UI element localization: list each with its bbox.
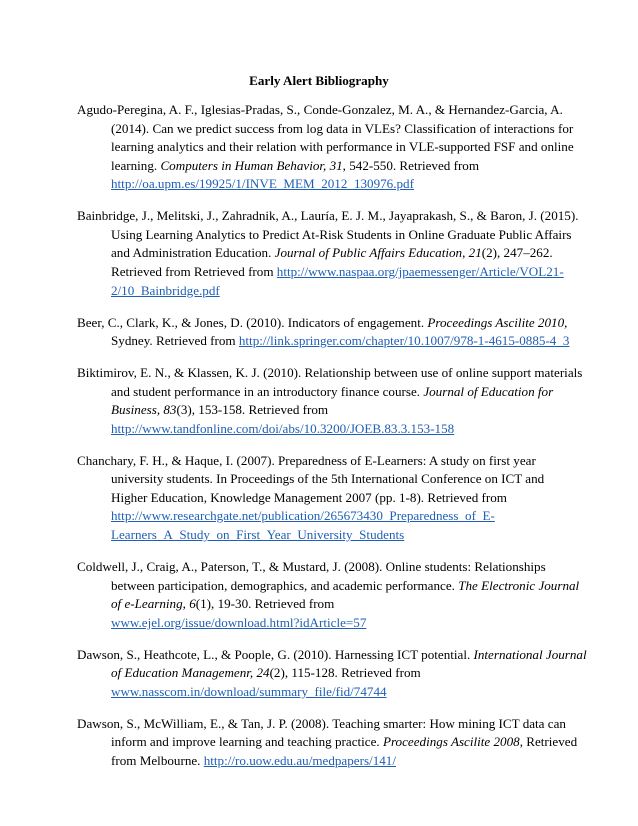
entry-line: [77, 282, 573, 301]
entry-line: [77, 207, 579, 226]
entry-text: Agudo-Peregina, A. F., Iglesias-Pradas, S., Conde-Gonzalez, M. A., & Hernandez-Garcia, A.: [77, 102, 563, 117]
italic-text: of Education Managemenr, 24: [111, 665, 270, 681]
entry-text: Using Learning Analytics to Predict At-Risk Students in Online Graduate Public Affairs: [111, 226, 572, 242]
entry-line: [77, 577, 580, 596]
entry-line: [77, 715, 573, 734]
entry-text: inform and improve learning and teaching practice.: [111, 734, 383, 750]
entry-text: learning.: [111, 157, 161, 173]
italic-text: Computers in Human Behavior, 31: [160, 157, 343, 173]
entry-line: [77, 226, 573, 245]
entry-text: Chanchary, F. H., & Haque, I. (2007). Preparedness of E-Learners: A study on first year: [77, 452, 536, 468]
entry-text: university students. In Proceedings of the 5th International Conference on ICT and: [111, 471, 545, 487]
document-title: Early Alert Bibliography: [249, 73, 389, 88]
entry-text: Biktimirov, E. N., & Klassen, K. J. (2010). Relationship between use of online support materials: [77, 365, 583, 381]
entry-line: [77, 614, 573, 633]
entry-line: [77, 489, 573, 508]
italic-text: Business, 83: [111, 402, 177, 418]
italic-text: 21: [468, 245, 482, 261]
entry-line: [77, 752, 573, 771]
entry-line: [77, 364, 583, 383]
entry-text: from Melbourne.: [111, 752, 204, 768]
reference-link[interactable]: 2/10_Bainbridge.pdf: [111, 282, 220, 298]
bibliography-entry: [77, 364, 583, 438]
entry-line: [77, 138, 573, 157]
entry-text: and student performance in an introductory finance course.: [111, 383, 424, 399]
entry-text: (2014). Can we predict success from log data in VLEs? Classification of interactions for: [111, 120, 574, 136]
entry-line: [77, 507, 573, 526]
entry-text: Sydney. Retrieved from: [111, 333, 239, 349]
entry-line: [77, 683, 573, 702]
bibliography-entry: [77, 101, 573, 194]
italic-text: Proceedings Ascilite 2008: [382, 734, 520, 750]
reference-link[interactable]: http://oa.upm.es/19925/1/INVE_MEM_2012_130976.pdf: [111, 176, 414, 192]
reference-link[interactable]: http://www.tandfonline.com/doi/abs/10.3200/JOEB.83.3.153-158: [111, 420, 455, 436]
bibliography-entry: [77, 558, 580, 632]
entry-text: Retrieved from Retrieved from: [111, 264, 277, 280]
italic-text: of e-Learning, 6: [111, 596, 196, 612]
entry-text: (1), 19-30. Retrieved from: [195, 596, 335, 612]
reference-link[interactable]: www.ejel.org/issue/download.html?idArticle=57: [111, 614, 367, 630]
entry-line: [77, 244, 573, 263]
italic-text: Journal of Public Affairs Education: [274, 245, 463, 261]
bibliography-entry: [77, 314, 573, 351]
entry-text: ,: [462, 245, 469, 261]
entry-line: [77, 558, 573, 577]
reference-link[interactable]: http://ro.uow.edu.au/medpapers/141/: [203, 752, 396, 768]
entry-text: Dawson, S., Heathcote, L., & Poople, G. (2010). Harnessing ICT potential.: [77, 646, 474, 662]
bibliography-entry: [77, 452, 573, 545]
entry-line: [77, 383, 573, 402]
bibliography-entry: [77, 715, 578, 771]
entry-text: Dawson, S., McWilliam, E., & Tan, J. P. (2008). Teaching smarter: How mining ICT data can: [77, 715, 566, 731]
italic-text: International Journal: [473, 646, 587, 662]
entry-line: [77, 470, 573, 489]
entry-line: [77, 314, 573, 333]
entry-line: [77, 101, 573, 120]
entry-text: between participation, demographics, and academic performance.: [111, 577, 459, 593]
entry-text: learning analytics and their relation with performance in VLE-supported FSF and online: [111, 139, 574, 155]
bibliography-list: [77, 101, 587, 784]
entry-line: [77, 157, 573, 176]
entry-line: [77, 664, 573, 683]
entry-text: Coldwell, J., Craig, A., Paterson, T., & Mustard, J. (2008). Online students: Relationships: [77, 558, 546, 574]
entry-text: , 542-550. Retrieved from: [342, 157, 480, 173]
entry-text: and Administration Education.: [111, 245, 275, 261]
entry-line: [77, 120, 573, 139]
entry-line: [77, 420, 573, 439]
entry-text: Bainbridge, J., Melitski, J., Zahradnik, A., Lauría, E. J. M., Jayaprakash, S., & Baron, J. (2015).: [77, 208, 579, 224]
reference-link[interactable]: http://link.springer.com/chapter/10.1007/978-1-4615-0885-4_3: [238, 333, 570, 349]
italic-text: Journal of Education for: [423, 383, 554, 399]
reference-link[interactable]: www.nasscom.in/download/summary_file/fid/74744: [111, 683, 387, 699]
entry-text: , Retrieved: [519, 734, 578, 750]
entry-line: [77, 733, 578, 752]
entry-line: [77, 175, 573, 194]
entry-text: (2), 247–262.: [481, 245, 553, 261]
entry-text: (3), 153-158. Retrieved from: [176, 402, 329, 418]
bibliography-entry: [77, 207, 579, 300]
entry-text: Higher Education, Knowledge Management 2007 (pp. 1-8). Retrieved from: [111, 489, 507, 505]
entry-line: [77, 401, 573, 420]
italic-text: Proceedings Ascilite 2010,: [427, 314, 568, 330]
entry-text: (2), 115-128. Retrieved from: [269, 665, 421, 681]
italic-text: The Electronic Journal: [458, 577, 580, 593]
reference-link[interactable]: http://www.naspaa.org/jpaemessenger/Article/VOL21-: [276, 264, 564, 280]
entry-line: [77, 646, 587, 665]
entry-line: [77, 595, 573, 614]
bibliography-entry: [77, 646, 587, 702]
reference-link[interactable]: Learners_A_Study_on_First_Year_University_Students: [111, 527, 405, 543]
entry-line: [77, 263, 573, 282]
entry-line: [77, 526, 573, 545]
entry-line: [77, 332, 573, 351]
reference-link[interactable]: http://www.researchgate.net/publication/265673430_Preparedness_of_E-: [111, 508, 495, 524]
entry-line: [77, 452, 573, 471]
entry-text: Beer, C., Clark, K., & Jones, D. (2010). Indicators of engagement.: [77, 314, 428, 330]
